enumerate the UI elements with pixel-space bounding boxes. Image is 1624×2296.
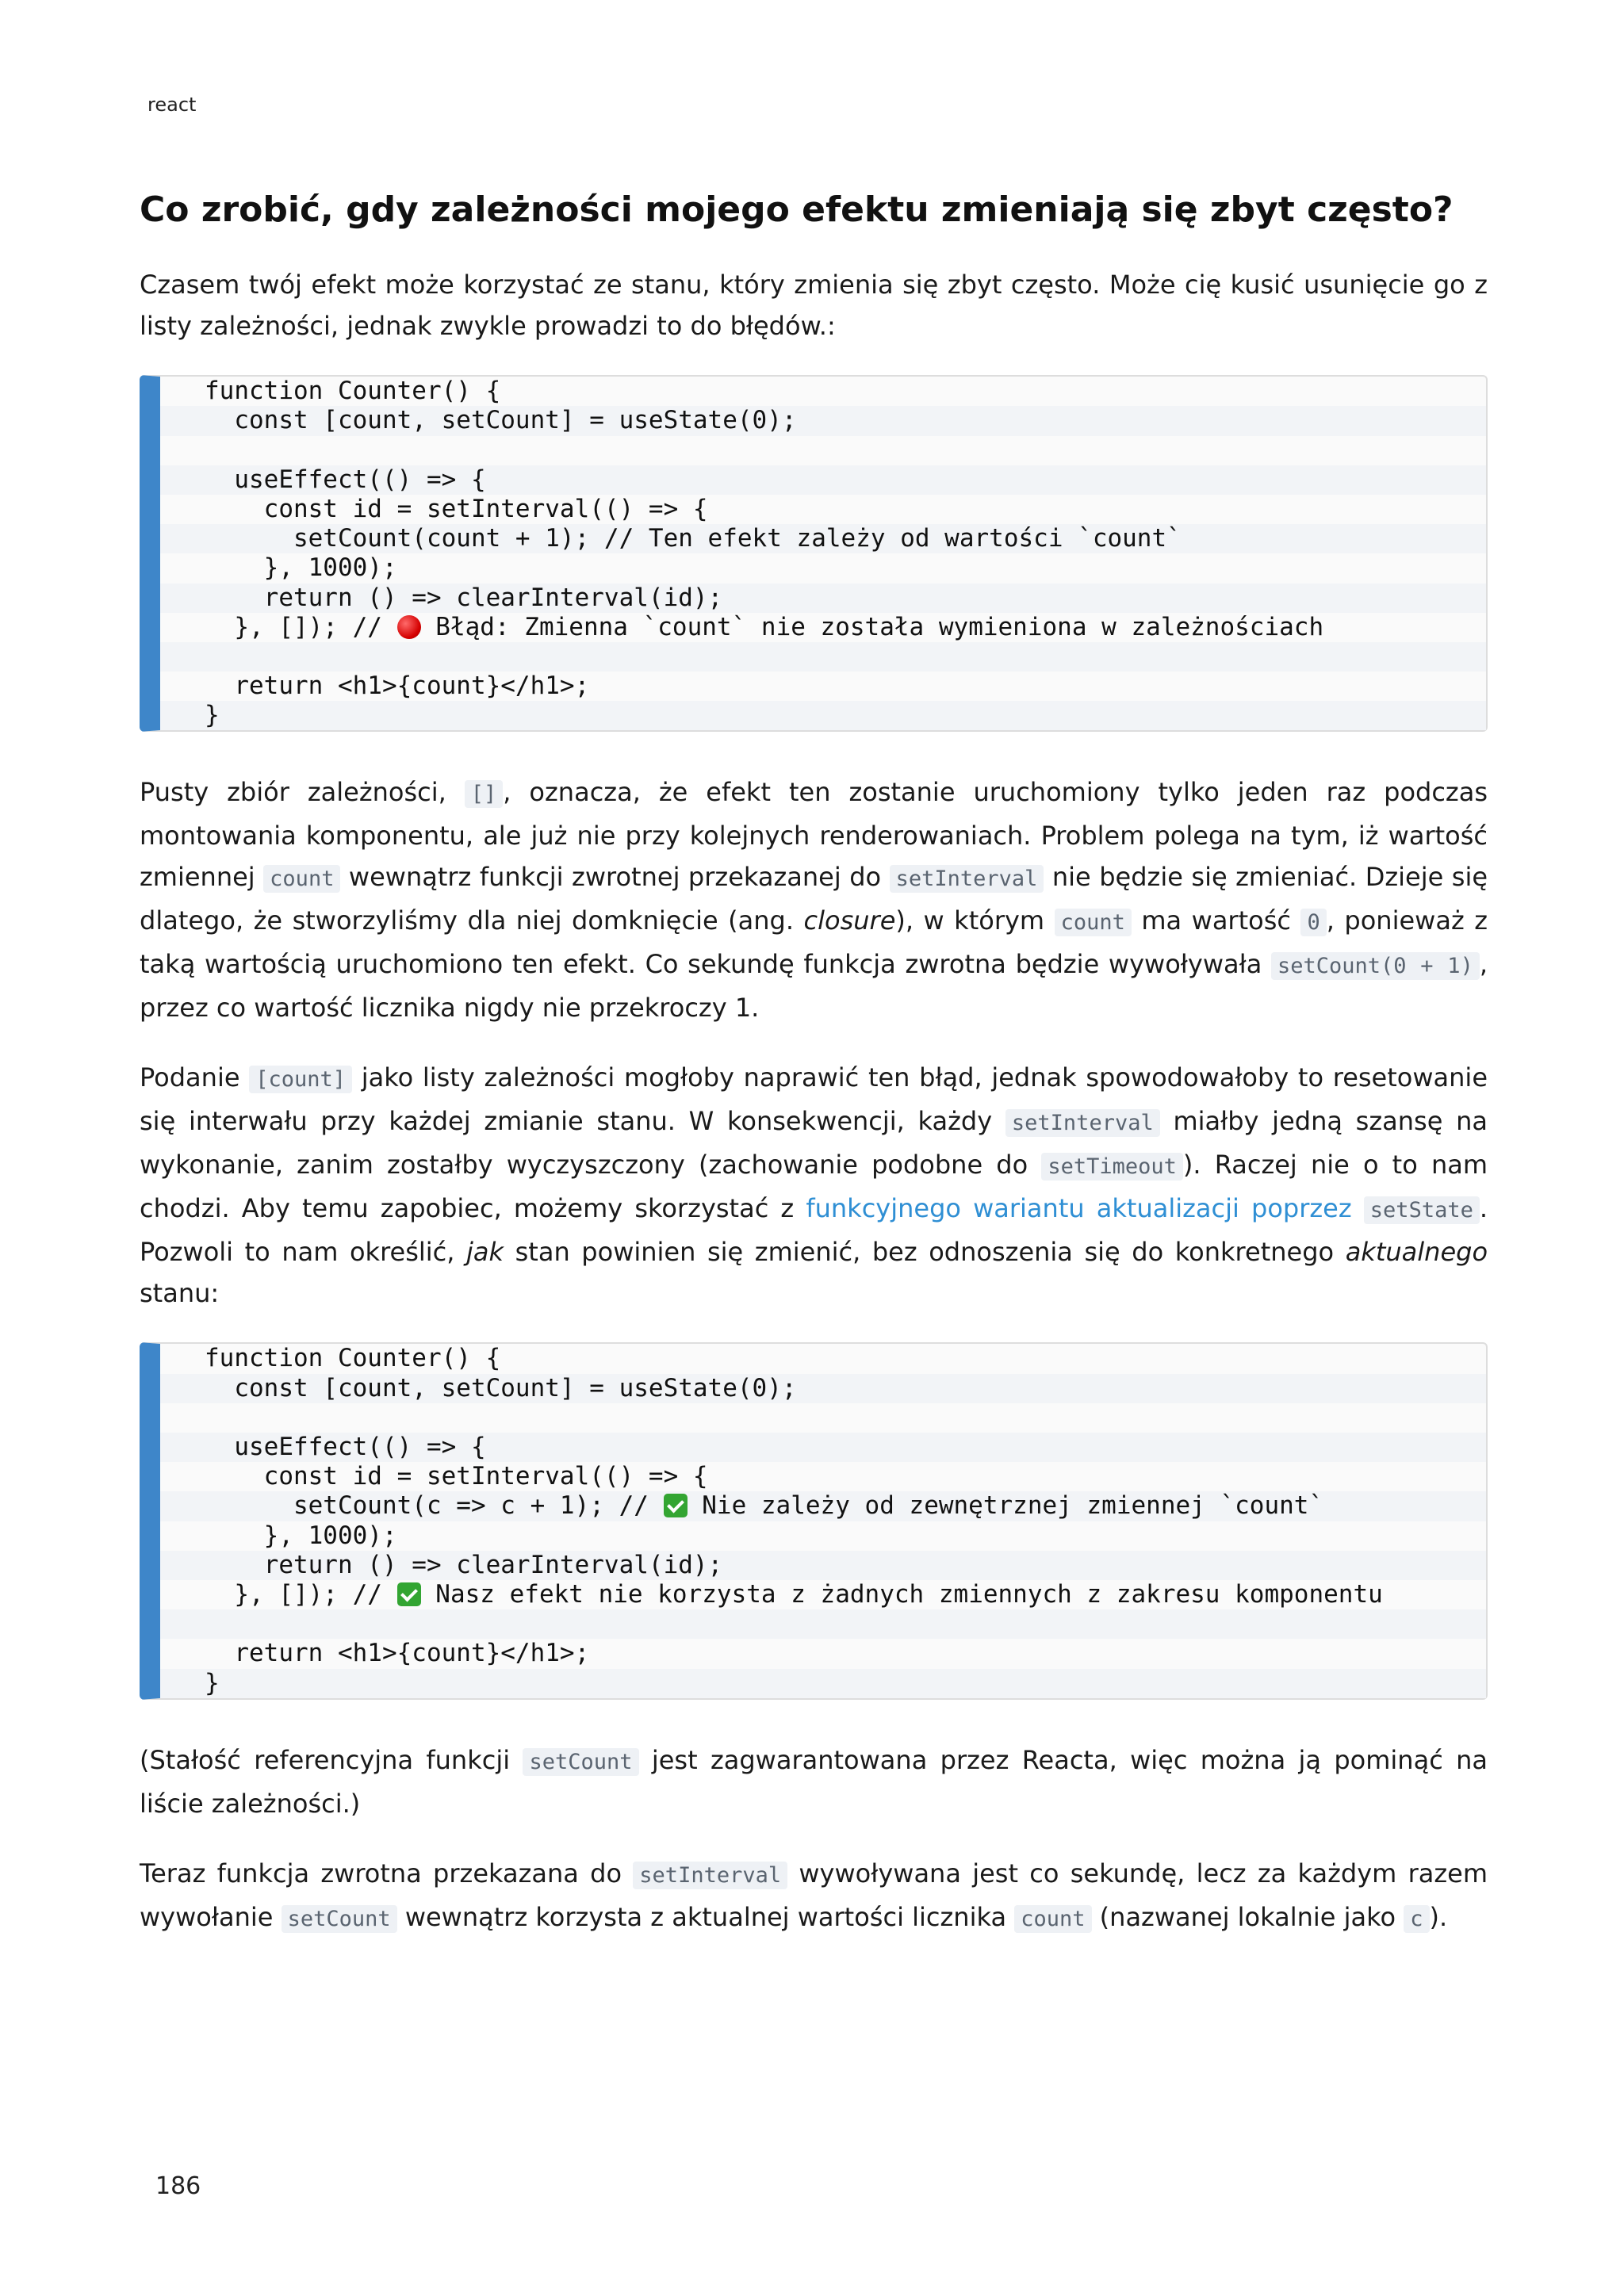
red-circle-icon bbox=[397, 615, 421, 639]
text-run: ). Raczej nie o to nam chodzi. Aby temu zapobiec, możemy skorzystać z bbox=[140, 1150, 1488, 1224]
text-run: jest zagwarantowana przez Reacta, więc można ją pominąć na liście zależności.) bbox=[140, 1744, 1488, 1819]
code-line bbox=[160, 1491, 1486, 1521]
code-block-solution bbox=[140, 1342, 1488, 1699]
inline-code: 0 bbox=[1300, 909, 1326, 936]
text-run: , oznacza, że efekt ten zostanie uruchomiony tylko jeden raz podczas montowania komponentu, ale już nie przy kolejnych renderowaniach. Problem polega na tym, iż wartość zmiennej bbox=[140, 777, 1488, 893]
inline-code: setState bbox=[1364, 1196, 1480, 1224]
inline-code: count bbox=[263, 865, 340, 893]
text-run: (Stałość referencyjna funkcji bbox=[140, 1744, 523, 1775]
code-line bbox=[160, 613, 1486, 642]
code-text: Błąd: Zmienna `count` nie została wymieniona w zależnościach bbox=[420, 612, 1324, 641]
paragraph-count-deps bbox=[140, 1057, 1488, 1314]
functional-update-link[interactable]: funkcyjnego wariantu aktualizacji poprzez bbox=[806, 1193, 1352, 1224]
code-line bbox=[160, 1403, 1486, 1433]
inline-code: setInterval bbox=[1005, 1109, 1160, 1137]
code-text: setCount(c => c + 1); // bbox=[205, 1491, 664, 1521]
text-run: ), w którym bbox=[895, 905, 1055, 936]
text-run: ma wartość bbox=[1131, 905, 1301, 936]
inline-code: setCount(0 + 1) bbox=[1271, 952, 1480, 980]
text-run: ). bbox=[1429, 1901, 1448, 1932]
text-run: jako listy zależności mogłoby naprawić ten błąd, jednak spowodowałoby to resetowanie się interwału przy każdej zmianie stanu. W konsekwencji, każdy bbox=[140, 1062, 1488, 1137]
code-line: useEffect(() => { bbox=[160, 1433, 1486, 1462]
code-text: Nasz efekt nie korzysta z żadnych zmiennych z zakresu komponentu bbox=[420, 1579, 1383, 1609]
inline-code: [count] bbox=[249, 1066, 352, 1093]
code-line: return <h1>{count}</h1>; bbox=[205, 1639, 590, 1668]
emphasis: jak bbox=[466, 1237, 504, 1268]
text-run: wewnątrz korzysta z aktualnej wartości licznika bbox=[396, 1901, 1015, 1932]
code-block-problem bbox=[140, 375, 1488, 732]
code-text: }, []); // bbox=[205, 1579, 397, 1609]
text-run: wewnątrz funkcji zwrotnej przekazanej do bbox=[340, 862, 890, 893]
page-content bbox=[140, 187, 1488, 1969]
emphasis: aktualnego bbox=[1345, 1237, 1488, 1268]
running-header: react bbox=[147, 94, 197, 116]
code-line bbox=[160, 1609, 1486, 1639]
code-line: useEffect(() => { bbox=[160, 465, 1486, 495]
inline-code: setInterval bbox=[890, 865, 1044, 893]
code-line: function Counter() { bbox=[205, 1344, 501, 1373]
text-run: Podanie bbox=[140, 1062, 250, 1093]
emphasis: closure bbox=[803, 905, 896, 936]
code-line: setCount(count + 1); // Ten efekt zależy od wartości `count` bbox=[160, 524, 1486, 553]
paragraph-intro: Czasem twój efekt może korzystać ze stanu, który zmienia się zbyt często. Może cię kusić usunięcie go z listy zależności, jednak zwykle prowadzi to do błędów.: bbox=[140, 270, 1488, 342]
code-line: function Counter() { bbox=[205, 377, 501, 406]
code-line: }, 1000); bbox=[205, 553, 397, 583]
code-text: Nie zależy od zewnętrznej zmiennej `count` bbox=[687, 1491, 1324, 1521]
code-line: }, 1000); bbox=[205, 1521, 397, 1550]
text-run: stanu: bbox=[140, 1278, 220, 1309]
paragraph-setcount-stability bbox=[140, 1739, 1488, 1824]
code-line bbox=[160, 1580, 1486, 1609]
check-mark-icon bbox=[664, 1494, 688, 1517]
paragraph-empty-deps bbox=[140, 771, 1488, 1028]
code-text: }, []); // bbox=[205, 612, 397, 641]
code-line: const id = setInterval(() => { bbox=[205, 1462, 708, 1491]
text-run: . Pozwoli to nam określić, bbox=[140, 1193, 1488, 1268]
code-line: return () => clearInterval(id); bbox=[160, 1551, 1486, 1580]
paragraph-conclusion bbox=[140, 1853, 1488, 1940]
code-line: const id = setInterval(() => { bbox=[205, 494, 708, 523]
code-line: } bbox=[160, 701, 1486, 730]
code-line: } bbox=[160, 1669, 1486, 1698]
code-line: const [count, setCount] = useState(0); bbox=[160, 406, 1486, 435]
code-line: return () => clearInterval(id); bbox=[160, 584, 1486, 613]
page-number: 186 bbox=[155, 2172, 201, 2200]
inline-code: setTimeout bbox=[1041, 1153, 1183, 1181]
inline-code: setCount bbox=[282, 1905, 397, 1933]
section-heading: Co zrobić, gdy zależności mojego efektu zmieniają się zbyt często? bbox=[140, 189, 1454, 230]
code-line: return <h1>{count}</h1>; bbox=[205, 672, 590, 701]
code-line bbox=[160, 436, 1486, 465]
text-run: nie będzie się zmieniać. Dzieje się dlatego, że stworzyliśmy dla niej domknięcie (ang. bbox=[140, 862, 1488, 936]
text-run: Teraz funkcja zwrotna przekazana do bbox=[140, 1858, 634, 1888]
text-run: stan powinien się zmienić, bez odnoszenia się do konkretnego bbox=[504, 1237, 1346, 1268]
code-line: const [count, setCount] = useState(0); bbox=[160, 1374, 1486, 1403]
inline-code: setCount bbox=[523, 1748, 638, 1776]
inline-code: setInterval bbox=[633, 1862, 787, 1889]
text-run: Pusty zbiór zależności, bbox=[140, 777, 465, 808]
inline-code: count bbox=[1055, 909, 1132, 936]
text-run: , przez co wartość licznika nigdy nie przekroczy 1. bbox=[140, 949, 1488, 1024]
text-run: , ponieważ z taką wartością uruchomiono ten efekt. Co sekundę funkcja zwrotna będzie wywoływała bbox=[140, 905, 1488, 980]
inline-code: c bbox=[1404, 1905, 1429, 1933]
inline-code: [] bbox=[465, 780, 504, 808]
check-mark-icon bbox=[397, 1582, 421, 1606]
text-run: miałby jedną szansę na wykonanie, zanim zostałby wyczyszczony (zachowanie podobne do bbox=[140, 1106, 1488, 1181]
inline-code: count bbox=[1014, 1905, 1091, 1933]
text-run: (nazwanej lokalnie jako bbox=[1091, 1901, 1404, 1932]
code-line bbox=[160, 642, 1486, 672]
text-run: wywoływana jest co sekundę, lecz za każdym razem wywołanie bbox=[140, 1858, 1488, 1932]
